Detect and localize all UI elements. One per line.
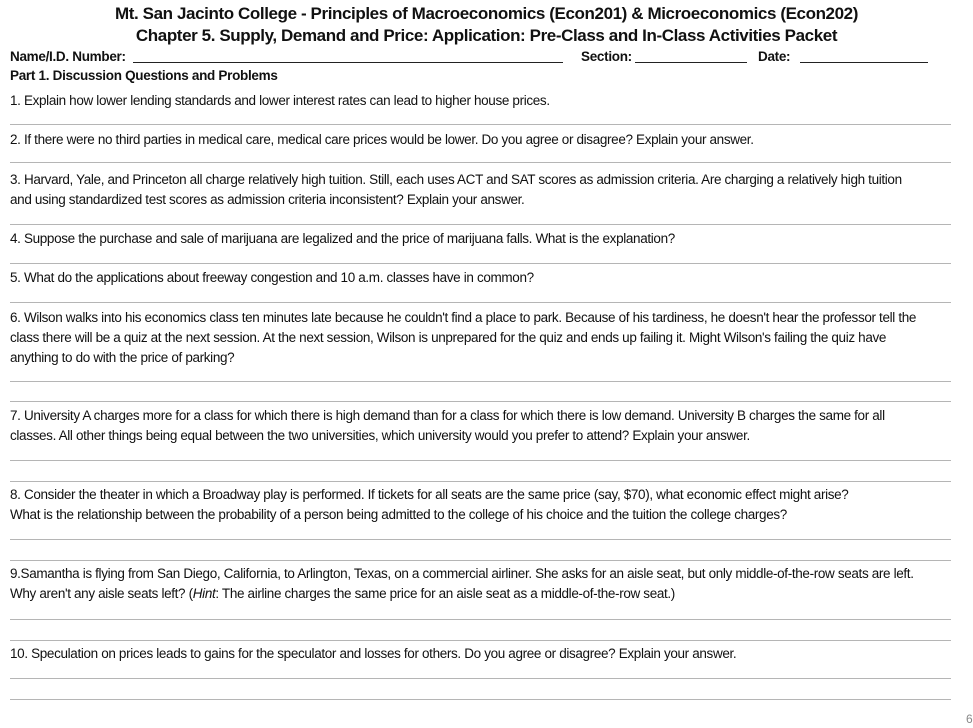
question-text: class there will be a quiz at the next session. At the next session, Wilson is unprepared for the quiz and ends up failing it. Might Wilson's failing the quiz have bbox=[10, 330, 887, 345]
section-label: Section: bbox=[581, 49, 632, 64]
question-text: 8. Consider the theater in which a Broadway play is performed. If tickets for all seats are the same price (say, $70), what economic effect might arise? bbox=[10, 487, 849, 502]
answer-line[interactable] bbox=[10, 481, 951, 482]
answer-line[interactable] bbox=[10, 124, 951, 125]
date-blank[interactable] bbox=[800, 62, 928, 63]
answer-line[interactable] bbox=[10, 460, 951, 461]
course-title: Mt. San Jacinto College - Principles of Macroeconomics (Econ201) & Microeconomics (Econ202) bbox=[115, 4, 858, 23]
question-9 bbox=[10, 564, 972, 604]
question-text: and using standardized test scores as admission criteria inconsistent? Explain your answer. bbox=[10, 192, 525, 207]
question-text: What is the relationship between the probability of a person being admitted to the college of his choice and the tuition the college charges? bbox=[10, 507, 787, 522]
answer-line[interactable] bbox=[10, 381, 951, 382]
hint-word: Hint bbox=[192, 586, 216, 601]
answer-line[interactable] bbox=[10, 162, 951, 163]
part1-heading: Part 1. Discussion Questions and Problems bbox=[10, 68, 278, 83]
question-2 bbox=[10, 130, 972, 150]
answer-line[interactable] bbox=[10, 699, 951, 700]
hint-text: : The airline charges the same price for an aisle seat as a middle-of-the-row seat.) bbox=[215, 586, 675, 601]
question-6 bbox=[10, 308, 972, 368]
question-text: 9.Samantha is flying from San Diego, California, to Arlington, Texas, on a commercial airliner. She asks for an aisle seat, but only middle-of-the-row seats are left. bbox=[10, 566, 914, 581]
question-text: classes. All other things being equal between the two universities, which university would you prefer to attend? Explain your answer. bbox=[10, 428, 750, 443]
date-label: Date: bbox=[758, 49, 791, 64]
answer-line[interactable] bbox=[10, 224, 951, 225]
question-10 bbox=[10, 644, 972, 664]
answer-line[interactable] bbox=[10, 619, 951, 620]
section-blank[interactable] bbox=[635, 62, 747, 63]
question-text: 5. What do the applications about freeway congestion and 10 a.m. classes have in common? bbox=[10, 270, 534, 285]
question-1 bbox=[10, 91, 972, 111]
answer-line[interactable] bbox=[10, 678, 951, 679]
question-5 bbox=[10, 268, 972, 288]
name-label: Name/I.D. Number: bbox=[10, 49, 126, 64]
answer-line[interactable] bbox=[10, 263, 951, 264]
question-text: 1. Explain how lower lending standards and lower interest rates can lead to higher house prices. bbox=[10, 93, 550, 108]
question-text: 2. If there were no third parties in medical care, medical care prices would be lower. Do you agree or disagree? Explain your answer. bbox=[10, 132, 754, 147]
question-text: 10. Speculation on prices leads to gains for the speculator and losses for others. Do you agree or disagree? Explain your answer. bbox=[10, 646, 737, 661]
answer-line[interactable] bbox=[10, 401, 951, 402]
question-text: 7. University A charges more for a class for which there is high demand than for a class for which there is low demand. University B charges the same for all bbox=[10, 408, 885, 423]
answer-line[interactable] bbox=[10, 539, 951, 540]
answer-line[interactable] bbox=[10, 560, 951, 561]
question-text-line2 bbox=[10, 584, 972, 604]
question-7 bbox=[10, 406, 972, 446]
question-text: 4. Suppose the purchase and sale of marijuana are legalized and the price of marijuana falls. What is the explanation? bbox=[10, 231, 675, 246]
answer-line[interactable] bbox=[10, 302, 951, 303]
question-text-lead: Why aren't any aisle seats left? ( bbox=[10, 586, 193, 601]
question-text: 6. Wilson walks into his economics class ten minutes late because he couldn't find a place to park. Because of his tardiness, he doesn't hear the professor tell the bbox=[10, 310, 917, 325]
question-4 bbox=[10, 229, 972, 249]
question-3 bbox=[10, 170, 972, 210]
chapter-title: Chapter 5. Supply, Demand and Price: Application: Pre-Class and In-Class Activities Packet bbox=[135, 26, 838, 45]
question-text: 3. Harvard, Yale, and Princeton all charge relatively high tuition. Still, each uses ACT and SAT scores as admission criteria. Are charging a relatively high tuition bbox=[10, 172, 902, 187]
page-number: 6 bbox=[966, 712, 973, 726]
question-8 bbox=[10, 485, 972, 525]
answer-line[interactable] bbox=[10, 640, 951, 641]
question-text: anything to do with the price of parking? bbox=[10, 350, 235, 365]
name-blank[interactable] bbox=[133, 62, 563, 63]
